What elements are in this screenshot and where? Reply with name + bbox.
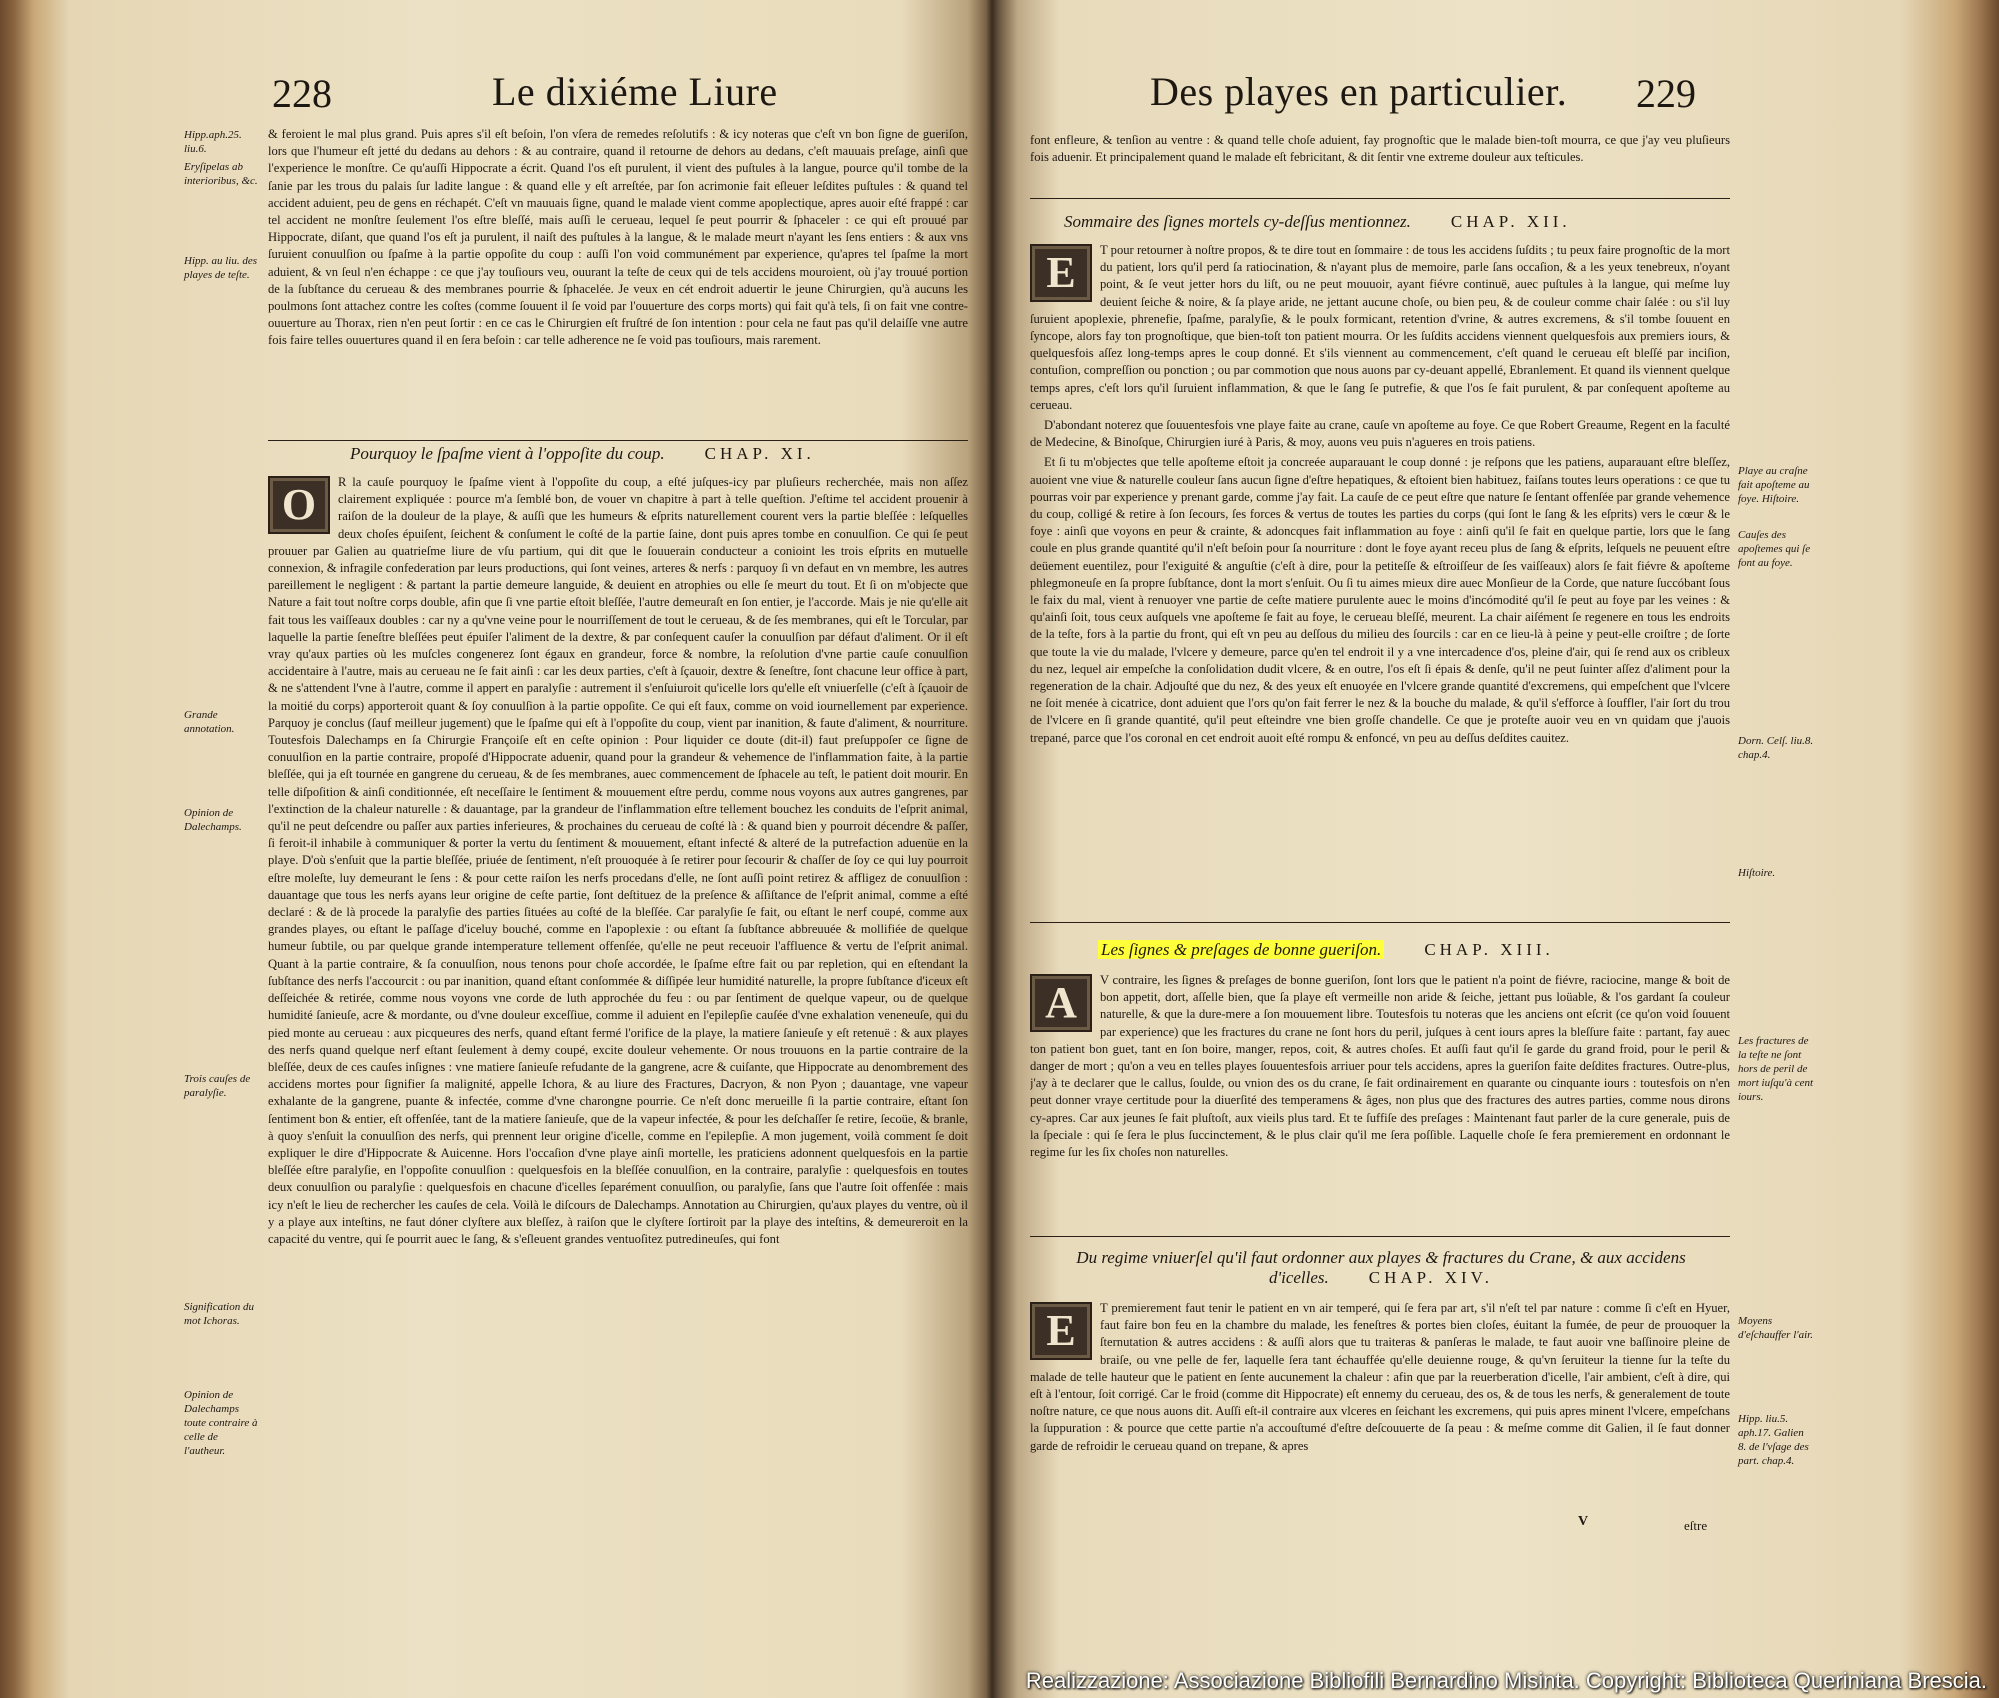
margin-note: Hipp.aph.25. liu.6. xyxy=(184,129,242,155)
copyright-watermark: Realizzazione: Associazione Bibliofili Bernardino Misinta. Copyright: Biblioteca Queriniana Brescia. xyxy=(1025,1668,1987,1693)
drop-cap: E xyxy=(1030,244,1092,302)
margin-note: Playe au craſne fait apoſteme au foye. Hiſtoire. xyxy=(1738,465,1810,505)
margin-note: Opinion de Dalechamps. xyxy=(184,807,242,833)
margin-note: Les fractures de la teſte ne ſont hors de peril de mort iuſqu'à cent iours. xyxy=(1738,1035,1814,1103)
chapter-text xyxy=(268,474,968,1514)
left-page xyxy=(0,0,990,1698)
drop-cap: E xyxy=(1030,1302,1092,1360)
chapter-text xyxy=(1030,1300,1730,1516)
right-page xyxy=(1000,0,1999,1698)
chapter-number: CHAP. XII. xyxy=(1450,212,1571,231)
margin-note: Signification du mot Ichoras. xyxy=(184,1301,254,1327)
page-number: 229 xyxy=(1636,71,1696,116)
paragraph: D'abondant noterez que ſouuentesfois vne playe faite au crane, cauſe vn apoſteme au foye. Ce que Robert Greaume, Regent en la faculté de Medecine, & Binoſque, Chirurgien iuré à Paris, & moy, auons veu puis n'agueres en trois patiens. xyxy=(1030,418,1730,450)
drop-cap: O xyxy=(268,476,330,534)
margin-note: Eryſipelas ab interioribus, &c. xyxy=(184,161,258,187)
margin-note: Opinion de Dalechamps toute contraire à celle de l'autheur. xyxy=(184,1389,258,1457)
paragraph: Et ſi tu m'objectes que telle apoſteme eſtoit ja concreée auparauant le coup donné : je reſpons que les patiens, auparauant eſtre bleſſez, auoient vne viue & naturelle couleur ſans aucun ſigne d'eſtre hepatiques, & eſtoient bien habituez, faiſans toutes leurs operations : ce que tu pourras voir par experience y prenant garde, comme j'ay fait. La cauſe de ce peut eſtre que nature ſe ſentant offenſée par grande vehemence du coup, colligé & retire à ſon ſecours, ſes forces & vertus de toutes les parties du corps (qui ſont le ſang & les eſprits) vers le cœur & le foye : ainſi que voyons en peur & crainte, & adoncques fait inflammation au foye : ainſi qu'il ſe fait en quelque partie, lors que le ſang coule en plus grande quantité qu'il n'eſt beſoin pour ſa nourriture : dont le foye ayant receu plus de ſang & eſprits, leſquels ne peuuent eſtre deüement euentilez, pour l'exiguité & anguſtie (c'eſt à dire, pour la petiteſſe & eſtroiſſeur de ſes vaiſſeaux) alors ſe fait fiévre & apoſteme phlegmoneuſe en ſa propre ſubſtance, dont la mort s'enſuit. Ou ſi tu aimes mieux dire auec Monſieur de la Corde, que nature ſuccóbant ſous le faix du mal, vient à renuoyer vne partie de ceſte matiere purulente auec le moins d'incómodité qu'il ſe peut au foye par les veines : & qu'ainſi ſoit, tous ceux auſquels vne apoſteme ſe fait au foye, le cerueau bleſſé, meurent. La chair aiſément ſe regenere en tous les endroits de la teſte, fors à la partie du front, qui eſt vn peu au deſſous du milieu des ſourcils : car en ce lieu-là à peine y peut-elle croiſtre ; de ſorte que toute la vie du malade, l'vlcere y demeure, parce qu'en tel endroit il y a vne intercadence d'os, pleine d'air, qui ſe rend aux os cribleux du nez, lequel air empeſche la conſolidation dudit vlcere, & en outre, l'os eſt ſi épais & denſe, qu'il ne peut ſuinter aſſez d'aliment pour la regeneration de la chair. Adjouſté que du nez, & des yeux eſt enuoyée en l'vlcere grande quantité d'excremens, qui empeſchent que l'vlcere ne ſoit menée à cicatrice, dont aduient que l'ors qu'on fait ferrer le nez & la bouche du malade, & qu'il s'efforce à ſouffler, l'air ſort du trou de l'vlcere en ſi grande quantité, qu'il peut eſteindre vne bien groſſe chandelle. Ce que je proteſte auoir veu en vn quidam que j'auois trepané, parce que l'os coronal en cet endroit auoit eſté rompu & enfoncé, vn peu au deſſus deſdites cauitez. xyxy=(1030,455,1730,745)
paragraph: font enfleure, & tenſion au ventre : & quand telle choſe aduient, fay prognoſtic que le malade bien-toſt mourra, ce que j'ay veu pluſieurs fois aduenir. Et principalement quand le malade eſt febricitant, & dit ſentir vne extreme douleur aux teſticules. xyxy=(1030,133,1730,165)
chapter-heading xyxy=(350,444,815,464)
paragraph: & feroient le mal plus grand. Puis apres s'il eſt beſoin, l'on vſera de remedes reſolutifs : & icy noteras que c'eſt vn bon ſigne de gueriſon, lors que l'humeur eſt jetté du dedans au dehors : & au contraire, quand il retourne de dehors au dedans, c'eſt mauuais preſage, ainſi que l'experience le monſtre. Ce qu'auſſi Hippocrate a écrit. Quand l'os eſt purulent, il vient des puſtules à la langue, pource qu'il tombe de la ſanie par les trous du palais ſur ladite langue : & quand elle y eſt arreſtée, par ſon acrimonie fait eſleuer leſdites puſtules : & quand tel accident aduient, peu de gens en réchapét. C'eſt vn mauuais ſigne, quand le malade vient comme apoplectique, apres auoir eſté frappé : car tel accident ne monſtre ſeulement l'os eſtre bleſſé, mais auſſi le cerueau, lequel ſe peut pourrir & ſphaceler : ce qui eſt prouué par Hippocrate, diſant, que quand l'os eſt ja purulent, il naiſt des puſtules à la langue, & le malade meurt n'ayant les ſens entiers : & aux vns ſuruient conuulſion ou ſpaſme à la partie oppoſite du coup : auſſi l'on void communément par experience, qu'apres tel ſpaſme la mort aduient, & vn ſeul n'en échappe : ce que j'ay touſiours veu, ouurant la teſte de ceux qui de tels accidens mouroient, où j'ay trouué portion de la ſubſtance du cerueau & des membranes pourrie & ſphacelée. Je veux en cét endroit aduertir le jeune Chirurgien, qu'à aucuns les poulmons ſont attachez contre les coſtes (comme ſouuent il ſe void par l'ouuerture des corps morts) qui fait qu'à tels, ſi on fait vne contre-ouuerture au Thorax, rien n'en peut ſortir : en ce cas le Chirurgien eſt fruſtré de ſon intention : pour cela ne faut pas qu'il delaiſſe vne autre fois faire telles ouuertures quand il en ſera beſoin : car telle adherence ne ſe void pas touſiours, mais rarement. xyxy=(268,127,968,348)
chapter-title: Pourquoy le ſpaſme vient à l'oppoſite du coup. xyxy=(350,444,665,463)
chapter-number: CHAP. XIV. xyxy=(1368,1268,1494,1287)
chapter-title: Du regime vniuerſel qu'il faut ordonner aux playes & fractures du Crane, & aux accidens d'icelles. xyxy=(1076,1248,1686,1287)
paragraph: T premierement faut tenir le patient en vn air temperé, qui ſe fera par art, s'il n'eſt tel par nature : comme ſi c'eſt en Hyuer, faut faire bon feu en la chambre du malade, les feneſtres & portes bien cloſes, éuitant la fumée, de peur de prouoquer la ſternutation & autres accidens : & auſſi alors que tu traiteras & panſeras le malade, te faut auoir vne baſſinoire pleine de braiſe, ou vne pelle de fer, laquelle ſera tant échauffée qu'elle deuienne rouge, & qu'vn ſeruiteur la tienne ſur la teſte du malade de telle hauteur que le patient en ſente aucunement la chaleur : afin que par la reuerberation d'icelle, l'air ambient, c'eſt à dire, qui eſt à l'entour, ſoit corrigé. Car le froid (comme dit Hippocrate) eſt ennemy du cerueau, des os, & de tous les nerfs, & generalement de toute noſtre nature, ce que nous auons dit. Auſſi eſt-il contraire aux vlceres en ſeichant les excremens, qui puis apres minent l'vlcere, empeſchans la ſuppuration : & pource que cette partie n'a accouſtumé d'eſtre deſcouuerte de ſa peau : & meſme comme dit Galien, il ſe faut donner garde de refroidir le cerueau quand on trepane, & apres xyxy=(1030,1301,1730,1453)
margin-note: Moyens d'eſchauffer l'air. xyxy=(1738,1315,1813,1341)
paragraph: V contraire, les ſignes & preſages de bonne gueriſon, ſont lors que le patient n'a point de fiévre, raciocine, mange & boit de bon appetit, dort, aſſelle bien, que ſa playe eſt vermeille non aride & ſeiche, jettant pus loüable, & l'os gardant ſa couleur naturelle, & que la dure-mere a ſon mouuement libre. Toutesfois tu noteras que les anciens ont eſcrit (ce qu'on void ſouuent par experience) que les fractures du crane ne ſont hors du peril, juſques à cent iours apres la bleſſure faite : partant, fay auec ton patient bon guet, tant en ſon boire, manger, repos, coit, & autres choſes. Et auſſi faut qu'il ſe garde du grand froid, pour le peril & danger de mort ; qu'on a veu en telles playes ſouuentesfois arriuer pour tels accidens, apres la gueriſon faite deſdites fractures. Outre-plus, j'ay à te declarer que le callus, ſoulde, ou vnion des os du crane, ſe fait ordinairement en quarante ou cinquante iours : toutesfois on n'en peut donner vraye certitude pour la diuerſité des temperamens & âges, non plus que des fractures des autres parties, comme nous dirons cy-apres. Car aux jeunes ſe fait pluſtoſt, aux vieils plus tard. Et te ſuffiſe des preſages : Maintenant faut parler de la cure generale, puis de la ſpeciale : qui ſe ſera le plus ſuccinctement, & le plus clair qu'il me ſera poſſible. Laquelle choſe ſe fera premierement en ordonnant le regime ſur les ſix choſes non naturelles. xyxy=(1030,973,1730,1160)
divider xyxy=(1030,198,1730,200)
chapter-number: CHAP. XIII. xyxy=(1424,940,1554,959)
chapter-heading xyxy=(1064,212,1571,232)
drop-cap: A xyxy=(1030,974,1092,1032)
chapter-heading xyxy=(1098,940,1554,960)
page-number: 228 xyxy=(272,71,332,116)
signature-mark: V xyxy=(1578,1514,1589,1529)
divider xyxy=(268,440,968,442)
catchword: eſtre xyxy=(1684,1518,1708,1533)
running-head: Des playes en particulier. xyxy=(1150,69,1568,114)
margin-note: Hipp. liu.5. aph.17. Galien 8. de l'vſage des part. chap.4. xyxy=(1738,1413,1809,1467)
divider xyxy=(1030,1236,1730,1238)
chapter-number: CHAP. XI. xyxy=(704,444,815,463)
chapter-title: Sommaire des ſignes mortels cy-deſſus mentionnez. xyxy=(1064,212,1411,231)
chapter-heading xyxy=(1036,1248,1726,1288)
chapter-text xyxy=(1030,242,1730,906)
chapter-title: Les ſignes & preſages de bonne gueriſon. xyxy=(1098,940,1384,959)
divider xyxy=(1030,922,1730,924)
margin-note: Hiſtoire. xyxy=(1738,867,1776,879)
body-text xyxy=(1030,132,1730,186)
margin-note: Dorn. Celſ. liu.8. chap.4. xyxy=(1738,735,1814,761)
margin-note: Grande annotation. xyxy=(184,709,235,735)
paragraph: R la cauſe pourquoy le ſpaſme vient à l'oppoſite du coup, a eſté juſques-icy par pluſieurs recherchée, mais non aſſez clairement expliquée : pource m'a ſemblé bon, de vouer vn chapitre à part à telle queſtion. J'eſtime tel accident prouenir à raiſon de la douleur de la playe, & auſſi que les humeurs & eſprits naturellement courent vers la partie bleſſée : leſquelles deux choſes épuiſent, ſeichent & conſument le coſté de la partie ſaine, dont puis apres tombe en conuulſion. Ce qui ſe peut prouuer par Galien au quatrieſme liure de vſu partium, qui dit que le ſouuerain conducteur a conioint les trois eſprits en mutuelle connexion, & infragile confederation par leurs productions, qui ſont veines, arteres & nerfs : parquoy ſi vn defaut en vn membre, les autres pareillement le negligent : & partant la partie demeure languide, & deuient en atrophies ou elle ſe meurt du tout. Et ſi on m'objecte que Nature a fait tout noſtre corps double, afin que ſi vne partie eſtoit bleſſée, l'autre demeuraſt en ſon entier, je l'accorde. Mais je nie qu'elle ait fait tous les vaiſſeaux doubles : car ny a qu'vne veine pour le nourriſſement de tout le cerueau, & de ſes membranes, qui eſt le Torcular, par laquelle la partie ſeneſtre bleſſées peut épuiſer l'aliment de la dextre, & par conſequent cauſer la conuulſion par défaut d'aliment. Or il eſt vray qu'aux parties où les muſcles congenerez ſont égaux en grandeur, force & nombre, la reſolution d'vne partie cauſe conuulſion accidentaire à l'autre, mais au cerueau ne ſe fait ainſi : car les deux parties, c'eſt à ſçauoir, dextre & ſeneſtre, ſont chacune leur office à part, & ne s'attendent l'vne à l'autre, comme il appert en paralyſie : autrement il s'enſuiuroit qu'icelle lors qu'elle eſt vniuerſelle (c'eſt à ſçauoir de la moitié du corps) apporteroit quant & ſoy conuulſion à la partie oppoſite. Ce qui eſt faux, comme on void iournellement par experience. Parquoy je conclus (ſauf meilleur jugement) que le ſpaſme qui eſt à l'oppoſite du coup, vient par inanition, & faute d'aliment, & nourriture. Toutesfois Dalechamps en ſa Chirurgie Françoiſe eſt en ceſte opinion : Pour liquider ce doute (dit-il) faut preſuppoſer ce ſigne de conuulſion en la partie contraire, propoſé d'Hippocrate aduenir, quand pour la grandeur & vehemence de l'inflammation faite, à la partie bleſſée, qui ja eſt tournée en gangrene du cerueau, & de ſes membranes, auec commencement de ſphacele au teſt, le patient doit mourir. En telle diſpoſition & ainſi conditionnée, eſt neceſſaire le ſentiment & mouuement eſtre perdu, comme nous voyons aux autres gangrenes, par l'extinction de la chaleur naturelle : & dauantage, par la grandeur de l'inflammation eſtre tellement bouchez les conduits de l'eſprit animal, qu'il ne peut deſcendre ou paſſer aux parties inferieures, & prochaines du cerueau de coſté là : & quand bien y pourroit décendre & paſſer, ſi feroit-il inhabile à communiquer & porter la vertu du ſentiment & mouuement, eſtant infecté & alteré de la putrefaction aduenüe en la playe. D'où s'enſuit que la partie bleſſée, priuée de ſentiment, n'eſt prouoquée à ſe retirer pour ſecourir & chaſſer de ſoy ce qui luy pourroit eſtre moleſte, luy demeurant le ſens : & pour cette raiſon les nerfs procedans d'elle, ne ſont auſſi point retirez & affligez de conuulſion : dauantage que tous les nerfs ayans leur origine de ceſte partie, ſont deſtituez de la preſence & aſſiſtance de l'eſprit animal, comme a eſté declaré : & de là procede la paralyſie des parties ſituées au coſté de la bleſſée. Car paralyſie ſe fait, ou eſtant le nerf coupé, comme aux grandes playes, ou eſtant le paſſage d'iceluy bouché, comme en l'apoplexie : ou eſtant ſa ſubſtance abbreuuée & mollifiée de quelque humeur ſubtile, ou par quelque grande intemperature tellement offenſée, qu'elle ne peut receuoir l'affluence & vertu de l'eſprit animal. Quant à la partie contraire, & ſa conuulſion, nous tenons pour choſe accordée, le ſpaſme eſtre fait ou par repletion, qui en eſtendant la ſubſtance des nerfs l'accourcit : ou par inanition, quand eſtant conſommée & diſſipée leur humidité naturelle, la propre ſubſtance d'iceux eſt deſſeichée & retirée, comme nous voyons vne corde de luth approchée du feu : ou par ſentiment de quelque vapeur, ou de quelque humidité ſanieuſe, acre & mordante, ou d'vne douleur exceſſiue, comme il aduient en l'epilepſie cauſée d'vne exhalation veneneuſe, qui du pied monte au cerueau : aux picqueures des nerfs, quand eſtant fermé l'orifice de la playe, la matiere ſanieuſe y eſt retenuë : & aux playes des nerfs quand quelque nerf eſtant ſeulement à demy coupé, excite douleur vehemente. Or nous trouuons en la partie contraire de la bleſſée, deux de ces cauſes inſignes : vne matiere ſanieuſe refudante de la gangrene, acre & cuiſante, que Hippocrate au denombrement des accidens mortes pour ſignifier ſa malignité, appelle Ichora, & au liure des Fractures, Dacryon, & non Pyon ; dauantage, vne vapeur exhalante de la gangrene, puante & infectée, comme d'vne charongne pourrie. Ce n'eſt donc merueille ſi la partie contraire, eſtant ſon ſentiment bon & entier, eſt offenſée, tant de la matiere ſanieuſe, que de la vapeur infectée, & pour les deſchaſſer ſe retire, ſecoüe, & branle, à quoy s'enſuit la conuulſion des nerfs, qui prennent leur origine d'icelle, comme en l'epilepſie. A mon jugement, voilà comment ſe doit expliquer le dire d'Hippocrate & Auicenne. Hors l'occaſion d'vne playe ainſi mortelle, les praticiens adonnent quelquesfois en la partie bleſſée eſtre paralyſie, en l'oppoſite conuulſion : quelquesfois en la bleſſée conuulſion, en la contraire, paralyſie : quelquesfois en toutes deux conuulſion ou paralyſie : quelquesfois en chacune d'icelles ſeparément conuulſion, ou paralyſie, ſans que l'autre ſoit offenſée : mais icy n'eſt le lieu de rechercher les cauſes de cela. Voilà le diſcours de Dalechamps. Annotation au Chirurgien, qu'aux playes du ventre, où il y a playe aux inteſtins, ne faut dóner clyſtere aux bleſſez, à raiſon que le clyſtere ſortiroit par la playe des inteſtins, & demeureroit en la capacité du ventre, qui ſe pourrit auec le ſang, & s'eſleuent grandes ventuoſitez putredineuſes, qui font xyxy=(268,475,968,1246)
margin-note: Hipp. au liu. des playes de teſte. xyxy=(184,255,258,281)
margin-note: Cauſes des apoſtemes qui ſe font au foye. xyxy=(1738,529,1811,569)
running-head: Le dixiéme Liure xyxy=(492,69,778,114)
paragraph: T pour retourner à noſtre propos, & te dire tout en ſommaire : de tous les accidens ſuſdits ; tu peux faire prognoſtic de la mort du patient, lors qu'il perd ſa ratiocination, & n'ayant plus de memoire, parle ſans occaſion, & a les yeux tenebreux, n'oyant point, & ſe veut jetter hors du liſt, ou ne peut mouuoir, ayant fiévre continuë, auec puſtules à la langue, qui meſme luy deuient ſeiche & noire, & ſa playe aride, ne jettant aucune choſe, ou bien peu, & de couleur comme chair ſalée : ou s'il luy ſuruient apoplexie, phrenefie, ſpaſme, paralyſie, & le poulx formicant, retention d'vrine, & autres excremens, & s'il tombe ſouuent en ſyncope, alors fay ton prognoſtique, que bien-toſt ton patient mourra. Or les ſuſdits accidens viennent quelquesfois aux premiers iours, & quelquesfois aſſez long-temps apres le coup donné. Et s'ils viennent au commencement, c'eſt quand le cerueau eſt bleſſé par inciſion, contuſion, compreſſion ou ponction ; ou par commotion que nous auons par cy-deuant appellé, Ebranlement. Et quand ils viennent quelque temps apres, c'eſt lors qu'il ſuruient inflammation, & que le ſang ſe putrefie, & que l'os ſe fait purulent, & par conſequent apoſteme au cerueau. xyxy=(1030,243,1730,412)
margin-note: Trois cauſes de paralyſie. xyxy=(184,1073,251,1099)
chapter-text xyxy=(1030,972,1730,1220)
body-text xyxy=(268,126,968,438)
